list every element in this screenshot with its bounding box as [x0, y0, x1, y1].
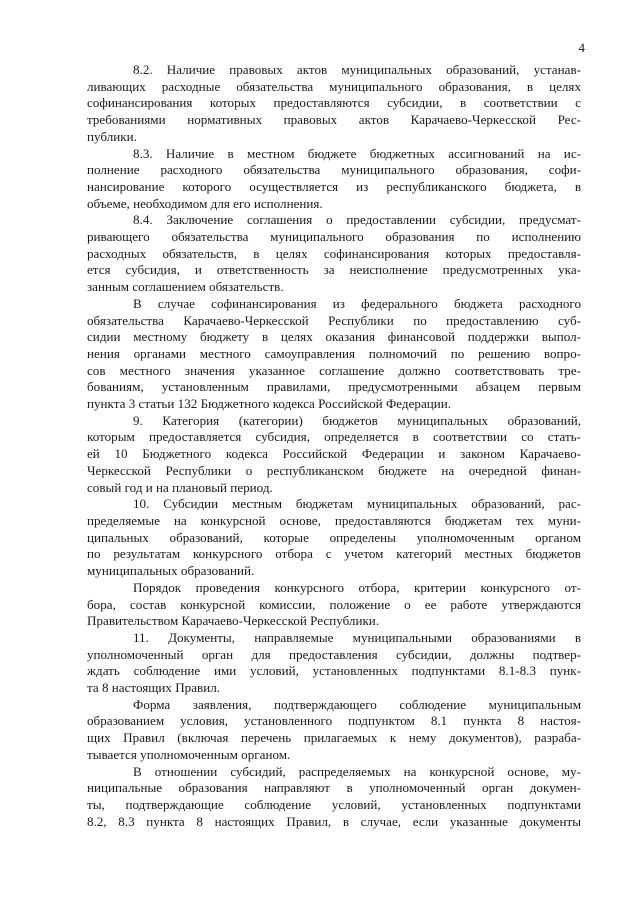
text-line: та 8 настоящих Правил.: [87, 680, 221, 696]
paragraph-11: [87, 630, 581, 697]
paragraph-application-form: [87, 697, 581, 764]
text-line: обязательства Карачаево-Черкесской Республики по предоставлению суб-: [87, 312, 581, 328]
text-line: ривающего обязательства муниципального образования по исполнению: [87, 229, 581, 245]
document-body: [87, 62, 581, 830]
text-line: совый год и на плановый период.: [87, 479, 273, 495]
text-line: по результатам конкурсного отбора с учетом категорий местных бюджетов: [87, 546, 581, 562]
text-line: 8.3. Наличие в местном бюджете бюджетных ассигнований на ис-: [133, 145, 581, 161]
text-line: нения органами местного самоуправления полномочий по решению вопро-: [87, 345, 581, 361]
text-line: 9. Категория (категории) бюджетов муниципальных образований,: [133, 412, 581, 428]
text-line: нансирование которого осуществляется из республиканского бюджета, в: [87, 178, 581, 194]
paragraph-9: [87, 413, 581, 497]
paragraph-10: [87, 496, 581, 580]
text-line: объеме, необходимом для его исполнения.: [87, 195, 323, 211]
text-line: занным соглашением обязательств.: [87, 279, 284, 295]
text-line: 10. Субсидии местным бюджетам муниципальных образований, рас-: [133, 496, 581, 512]
text-line: щих Правил (включая перечень прилагаемых к нему документов), разраба-: [87, 730, 581, 746]
text-line: 8.2, 8.3 пункта 8 настоящих Правил, в случае, если указанные документы: [87, 813, 581, 829]
text-line: бора, состав конкурсной комиссии, положение о ее работе утверждаются: [87, 596, 581, 612]
text-line: уполномоченный орган для предоставления субсидии, должны подтвер-: [87, 646, 581, 662]
text-line: ется субсидия, и ответственность за неисполнение предусмотренных ука-: [87, 262, 581, 278]
text-line: ливающих расходные обязательства муниципального образования, в целях: [87, 78, 581, 94]
text-line: 8.2. Наличие правовых актов муниципальных образований, устанав-: [133, 62, 581, 77]
text-line: 11. Документы, направляемые муниципальными образованиями в: [133, 629, 581, 645]
text-line: расходных обязательств, в целях софинансирования которых предоставля-: [87, 245, 581, 261]
text-line: Черкесской Республики о республиканском бюджете на очередной финан-: [87, 462, 581, 478]
text-line: В случае софинансирования из федерального бюджета расходного: [133, 295, 581, 311]
text-line: В отношении субсидий, распределяемых на конкурсной основе, му-: [133, 763, 581, 779]
paragraph-8-4: [87, 212, 581, 296]
text-line: ждать соблюдение ими условий, установленных подпунктами 8.1-8.3 пунк-: [87, 663, 581, 679]
text-line: ей 10 Бюджетного кодекса Российской Федерации и законом Карачаево-: [87, 446, 581, 462]
text-line: тывается уполномоченным органом.: [87, 746, 291, 762]
text-line: сов местного значения указанное соглашение должно соответствовать тре-: [87, 362, 581, 378]
text-line: Правительством Карачаево-Черкесской Республики.: [87, 613, 380, 629]
paragraph-competitive-subsidies: [87, 764, 581, 831]
paragraph-8-2: [87, 62, 581, 146]
text-line: пункта 3 статьи 132 Бюджетного кодекса Российской Федерации.: [87, 396, 452, 412]
text-line: пределяемые на конкурсной основе, предоставляются бюджетам тех муни-: [87, 512, 581, 528]
text-line: которым предоставляется субсидия, определяется в соответствии со стать-: [87, 429, 581, 445]
text-line: бованиям, установленным правилами, предусмотренными абзацем первым: [87, 379, 581, 395]
text-line: полнение расходного обязательства муниципального образования, софи-: [87, 162, 581, 178]
paragraph-cofinancing: [87, 296, 581, 413]
text-line: софинансирования которых предоставляются субсидии, в соответствии с: [87, 95, 581, 111]
page-number: 4: [578, 40, 585, 55]
text-line: Порядок проведения конкурсного отбора, критерии конкурсного от-: [133, 579, 581, 595]
paragraph-contest-procedure: [87, 580, 581, 630]
text-line: ты, подтверждающие соблюдение условий, установленных подпунктами: [87, 796, 581, 812]
text-line: Форма заявления, подтверждающего соблюдение муниципальным: [133, 696, 581, 712]
text-line: требованиями нормативных правовых актов Карачаево-Черкесской Рес-: [87, 112, 581, 128]
text-line: публики.: [87, 128, 137, 144]
paragraph-8-3: [87, 146, 581, 213]
text-line: сидии местному бюджету в целях оказания финансовой поддержки выпол-: [87, 329, 581, 345]
text-line: ципальных образований, которые определены уполномоченным органом: [87, 529, 581, 545]
text-line: 8.4. Заключение соглашения о предоставлении субсидии, предусмат-: [133, 212, 581, 228]
text-line: ниципальные образования направляют в уполномоченный орган докумен-: [87, 780, 581, 796]
text-line: образованием условия, установленного подпунктом 8.1 пункта 8 настоя-: [87, 713, 581, 729]
text-line: муниципальных образований.: [87, 563, 255, 579]
